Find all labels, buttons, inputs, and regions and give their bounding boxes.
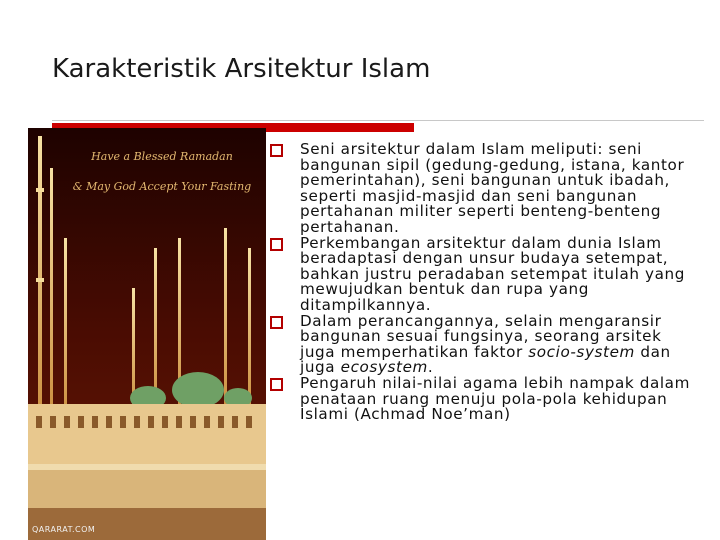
square-bullet-icon	[270, 316, 283, 329]
square-bullet-icon	[270, 378, 283, 391]
bullet-text-part: .	[427, 358, 434, 377]
greeting-line-1: Have a Blessed Ramadan	[91, 150, 233, 163]
bullet-italic-term: socio-system	[528, 342, 635, 361]
bullet-item	[270, 373, 702, 424]
bullet-italic-term: ecosystem	[340, 358, 428, 377]
bullet-text-part: Dalam perancangannya, selain mengaransir bangunan sesuai fungsinya, seorang arsitek juga memperhatikan faktor	[300, 311, 662, 361]
bullet-text: Pengaruh nilai-nilai agama lebih nampak dalam penataan ruang menuju pola-pola kehidupan Islami (Achmad Noe’man)	[300, 373, 690, 424]
square-bullet-icon	[270, 238, 283, 251]
slide-title: Karakteristik Arsitektur Islam	[52, 54, 431, 84]
bullet-list	[270, 142, 702, 423]
bullet-text: Seni arsitektur dalam Islam meliputi: seni bangunan sipil (gedung-gedung, istana, kantor pemerintahan), seni bangunan untuk ibadah, seperti masjid-masjid dan seni bangunan pertahanan militer seperti benteng-benteng pertahanan.	[300, 140, 685, 236]
greeting-line-2: & May God Accept Your Fasting	[72, 180, 252, 193]
mosque-photo	[28, 128, 266, 540]
bullet-item	[270, 233, 702, 314]
bullet-item	[270, 311, 702, 377]
bullet-text	[300, 312, 671, 377]
bullet-text-part: dan juga	[300, 342, 671, 377]
photo-watermark: QARARAT.COM	[32, 525, 96, 534]
square-bullet-icon	[270, 144, 283, 157]
bullet-text: Perkembangan arsitektur dalam dunia Islam beradaptasi dengan unsur budaya setempat, bahkan justru peradaban setempat itulah yang mewujudkan bentuk dan rupa yang ditampilkannya.	[300, 233, 685, 314]
bullet-item	[270, 142, 702, 236]
title-divider	[52, 120, 704, 121]
